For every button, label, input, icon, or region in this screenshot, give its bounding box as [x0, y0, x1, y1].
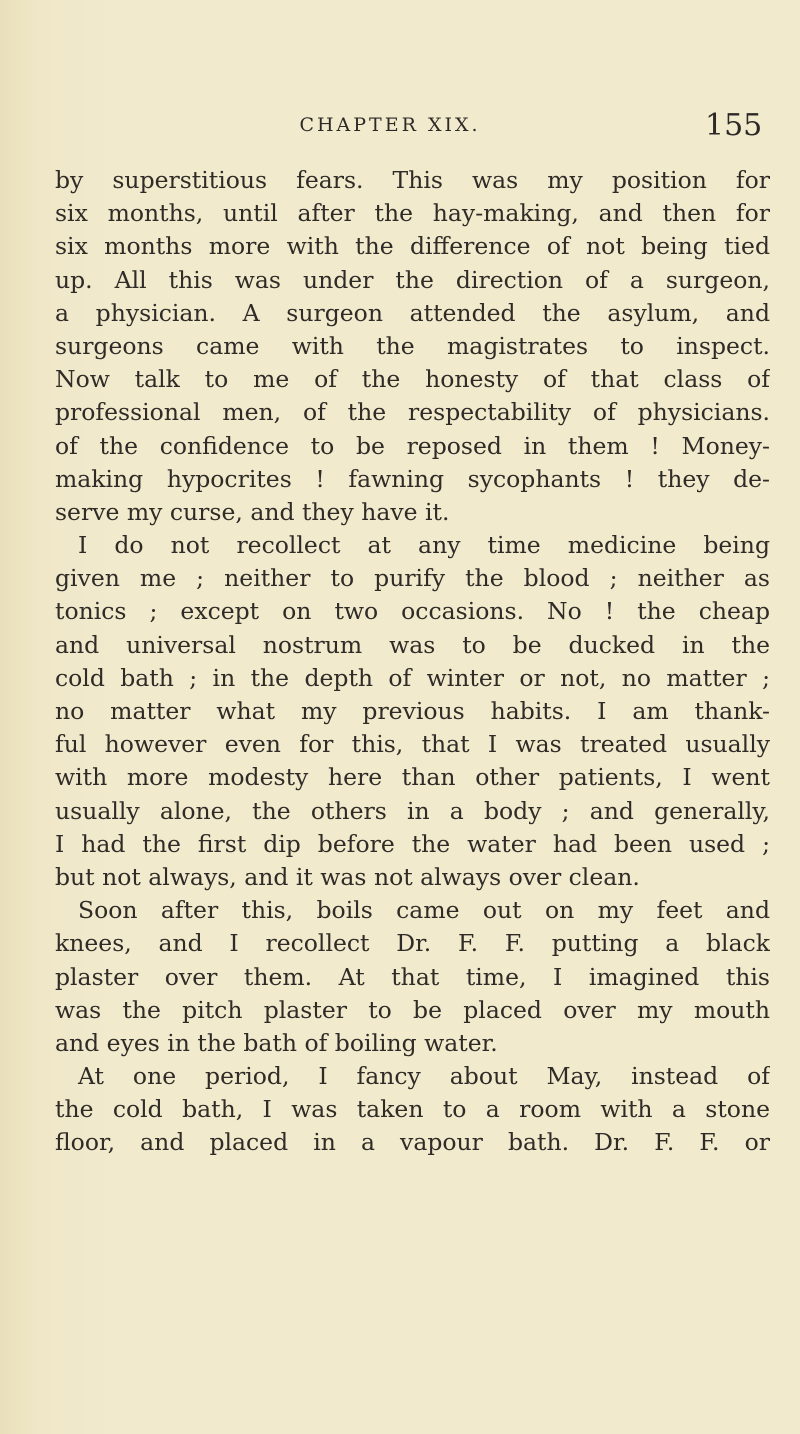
text-line: surgeons came with the magistrates to inspect. — [55, 331, 770, 360]
text-line: I do not recollect at any time medicine being — [78, 531, 770, 560]
text-line: tonics ; except on two occasions. No ! the cheap — [55, 597, 770, 626]
text-line: of the confidence to be reposed in them ! Money- — [55, 431, 770, 460]
text-line: cold bath ; in the depth of winter or not, no matter ; — [55, 663, 770, 692]
text-line: the cold bath, I was taken to a room with a stone — [55, 1095, 770, 1124]
body-text — [55, 164, 770, 1160]
text-line: knees, and I recollect Dr. F. F. putting a black — [55, 929, 770, 958]
running-head: CHAPTER XIX. — [299, 114, 481, 136]
text-line: making hypocrites ! fawning sycophants ! they de- — [55, 464, 770, 493]
text-line: ful however even for this, that I was treated usually — [55, 730, 770, 759]
text-line: a physician. A surgeon attended the asylum, and — [55, 298, 770, 327]
text-line: and eyes in the bath of boiling water. — [55, 1028, 498, 1057]
text-line: up. All this was under the direction of a surgeon, — [55, 265, 770, 294]
text-line: six months, until after the hay-making, and then for — [55, 199, 770, 228]
text-line: serve my curse, and they have it. — [55, 497, 450, 526]
page-number: 155 — [705, 108, 763, 143]
text-line: plaster over them. At that time, I imagined this — [55, 962, 770, 991]
page-header — [0, 108, 800, 144]
text-line: but not always, and it was not always over clean. — [55, 862, 640, 891]
text-line: given me ; neither to purify the blood ; neither as — [55, 564, 770, 593]
text-line: and universal nostrum was to be ducked in the — [55, 630, 770, 659]
text-line: no matter what my previous habits. I am thank- — [55, 697, 770, 725]
text-line: usually alone, the others in a body ; and generally, — [55, 796, 770, 825]
text-line: professional men, of the respectability of physicians. — [55, 398, 770, 427]
text-line: was the pitch plaster to be placed over my mouth — [55, 995, 770, 1024]
text-line: Now talk to me of the honesty of that class of — [55, 365, 770, 394]
text-line: floor, and placed in a vapour bath. Dr. F. F. or — [55, 1128, 770, 1157]
text-line: At one period, I fancy about May, instead of — [78, 1062, 770, 1091]
text-line: Soon after this, boils came out on my feet and — [78, 896, 770, 925]
text-line: with more modesty here than other patients, I went — [55, 763, 770, 792]
text-line: six months more with the difference of not being tied — [55, 232, 770, 261]
text-line: by superstitious fears. This was my position for — [55, 166, 770, 194]
text-line: I had the first dip before the water had been used ; — [55, 829, 770, 858]
